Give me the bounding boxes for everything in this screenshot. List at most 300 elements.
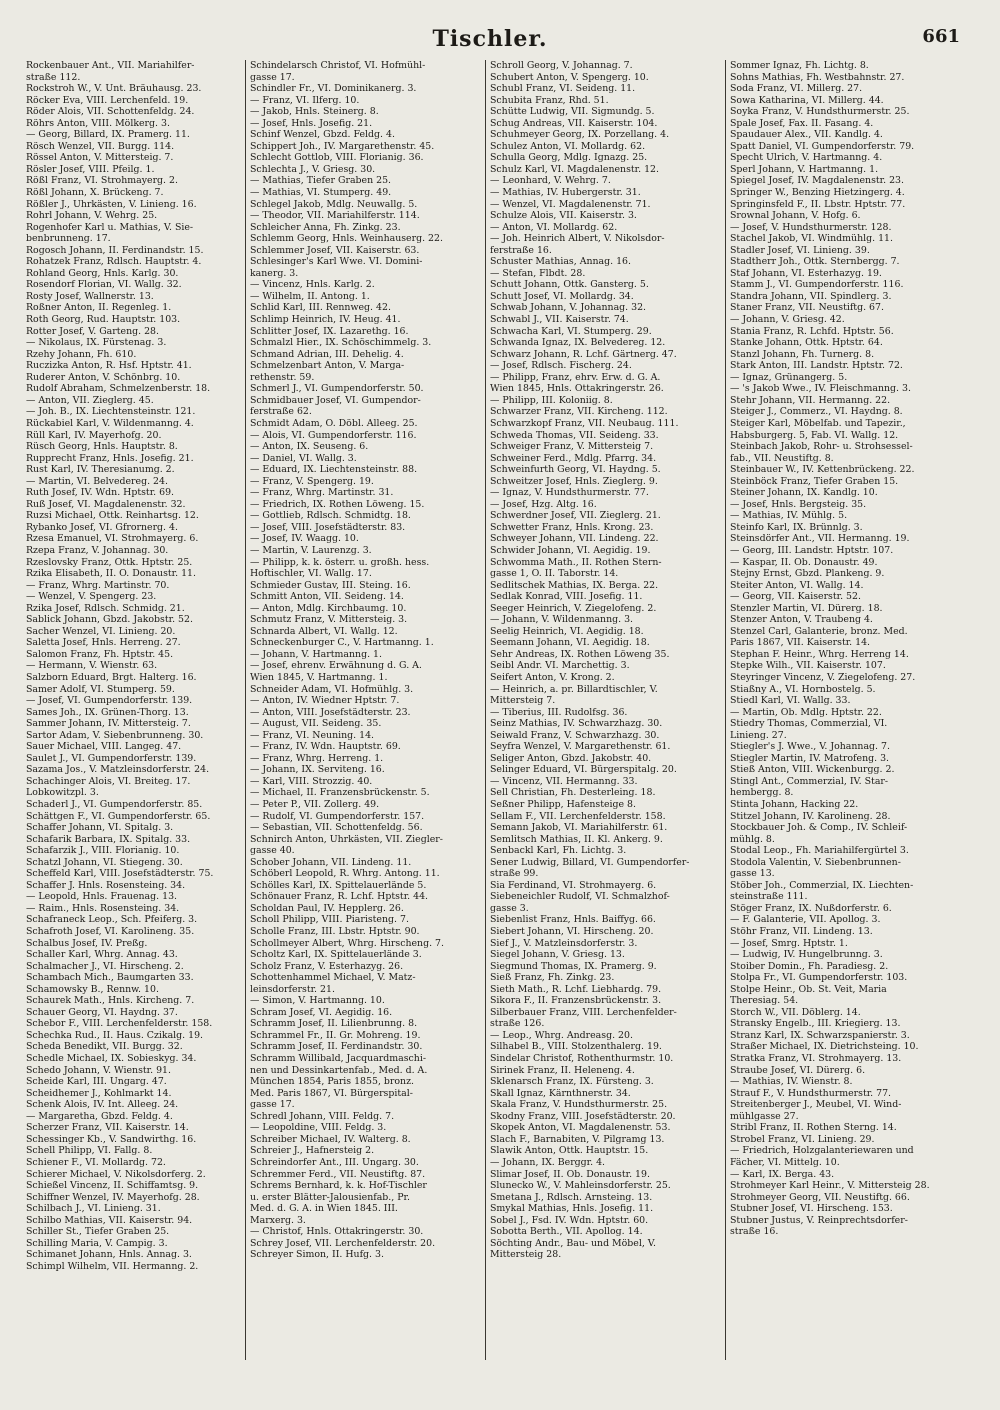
directory-entry: Steinbach Jakob, Rohr- u. Strohsessel- (730, 441, 913, 453)
directory-entry: Schramm Willibald, Jacquardmaschi- (250, 1053, 427, 1065)
directory-entry: — Michael, II. Franzensbrückenstr. 5. (250, 787, 430, 799)
directory-entry: nen und Dessinkartenfab., Med. d. A. (250, 1064, 428, 1076)
directory-entry: — August, VII. Seideng. 35. (250, 718, 382, 730)
directory-entry: Schmelzenbart Anton, V. Marga- (250, 360, 405, 372)
directory-entry: Sia Ferdinand, VI. Strohmayerg. 6. (490, 879, 657, 891)
directory-entry: Schredl Johann, VIII. Feldg. 7. (250, 1110, 395, 1122)
directory-entry: Schlitter Josef, IX. Lazarethg. 16. (250, 325, 409, 337)
directory-entry: Schütte Ludwig, VII. Sigmundg. 5. (490, 106, 655, 118)
directory-entry: — Joh. B., IX. Liechtensteinstr. 121. (26, 406, 196, 418)
directory-entry: — Mathias, Tiefer Graben 25. (250, 175, 392, 187)
directory-entry: Schuster Mathias, Annag. 16. (490, 256, 631, 268)
directory-entry: Schwarzer Franz, VII. Kircheng. 112. (490, 406, 668, 418)
directory-entry: Rzesa Emanuel, VI. Strohmayerg. 6. (26, 533, 199, 545)
directory-entry: Silhabel B., VIII. Stolzenthalerg. 19. (490, 1041, 662, 1053)
directory-entry: Strobel Franz, VI. Linieng. 29. (730, 1133, 875, 1145)
directory-entry: — Mathias, VI. Stumperg. 49. (250, 187, 392, 199)
directory-entry: Sazama Jos., V. Matzleinsdorferstr. 24. (26, 764, 210, 776)
directory-entry: Strohmeyer Georg, VII. Neustiftg. 66. (730, 1191, 910, 1203)
directory-entry: Sieß Franz, Fh. Zinkg. 23. (490, 972, 615, 984)
directory-entry: — Anton, VII. Zieglerg. 45. (26, 394, 154, 406)
directory-entry: Storch W., VII. Döblerg. 14. (730, 1006, 861, 1018)
directory-entry: Schauer Georg, VI. Haydng. 37. (26, 1006, 178, 1018)
directory-entry: Rüll Karl, IV. Mayerhofg. 20. (26, 429, 162, 441)
directory-entry: Rotter Josef, V. Garteng. 28. (26, 325, 159, 337)
directory-entry: — Rudolf, VI. Gumpendorferstr. 157. (250, 810, 425, 822)
directory-entry: Spatt Daniel, VI. Gumpendorferstr. 79. (730, 140, 915, 152)
directory-column-4 (725, 60, 964, 1360)
directory-entry: — F. Galanterie, VII. Apollog. 3. (730, 914, 881, 926)
directory-entry: Saulet J., VI. Gumpendorferstr. 139. (26, 752, 197, 764)
directory-entry: Med. d. G. A. in Wien 1845. III. (250, 1203, 398, 1215)
directory-entry: Schlimp Heinrich, IV. Heug. 41. (250, 314, 401, 326)
directory-entry: Hoftischler, VI. Wallg. 17. (250, 568, 372, 580)
directory-entry: leinsdorferstr. 21. (250, 983, 335, 995)
directory-entry: München 1854, Paris 1855, bronz. (250, 1076, 414, 1088)
directory-entry: Wien 1845, V. Hartmanng. 1. (250, 671, 388, 683)
directory-entry: Sammer Johann, IV. Mittersteig. 7. (26, 718, 191, 730)
directory-entry: — Wenzel, V. Spengerg. 23. (26, 591, 157, 603)
directory-entry: Schimpl Wilhelm, VII. Hermanng. 2. (26, 1260, 199, 1272)
directory-entry: — Franz, Whrg. Martinstr. 70. (26, 579, 170, 591)
directory-entry: — 's Jakob Wwe., IV. Fleischmanng. 3. (730, 383, 911, 395)
directory-entry: Sklenarsch Franz, IX. Fürsteng. 3. (490, 1076, 654, 1088)
directory-entry: Schramm Josef, II. Ferdinandstr. 30. (250, 1041, 423, 1053)
directory-entry: Schinf Wenzel, Gbzd. Feldg. 4. (250, 129, 395, 141)
directory-entry: — Anton, IX. Seuseng. 6. (250, 441, 369, 453)
directory-entry: Scheffeld Karl, VIII. Josefstädterstr. 75. (26, 868, 214, 880)
directory-entry: Marxerg. 3. (250, 1214, 306, 1226)
directory-entry: benbrunneng. 17. (26, 233, 111, 245)
directory-entry: Stiedl Karl, VI. Wallg. 33. (730, 695, 851, 707)
directory-entry: straße 16. (730, 1226, 779, 1238)
directory-entry: Smetana J., Rdlsch. Arnsteing. 13. (490, 1191, 653, 1203)
directory-entry: gasse 17. (250, 71, 295, 83)
directory-entry: gasse 13. (730, 868, 775, 880)
directory-entry: rethenstr. 59. (250, 371, 315, 383)
directory-entry: Roßner Anton, II. Regenleg. 1. (26, 302, 172, 314)
directory-entry: Rosty Josef, Wallnerstr. 13. (26, 290, 154, 302)
directory-entry: Scholle Franz, III. Lbstr. Hptstr. 90. (250, 926, 420, 938)
directory-entry: Sirinek Franz, II. Heleneng. 4. (490, 1064, 635, 1076)
directory-entry: Siegel Johann, V. Griesg. 13. (490, 949, 625, 961)
directory-entry: Sperl Johann, V. Hartmanng. 1. (730, 163, 879, 175)
directory-entry: — Ignaz, V. Hundsthurmerstr. 77. (490, 487, 649, 499)
directory-entry: — Margaretha, Gbzd. Feldg. 4. (26, 1110, 173, 1122)
directory-entry: Schrey Josef, VII. Lerchenfelderstr. 20. (250, 1237, 436, 1249)
directory-entry: Schöberl Leopold, R. Whrg. Antong. 11. (250, 868, 440, 880)
directory-entry: — Christof, Hnls. Ottakringerstr. 30. (250, 1226, 424, 1238)
directory-entry: Sobel J., Fsd. IV. Wdn. Hptstr. 60. (490, 1214, 649, 1226)
directory-entry: straße 126. (490, 1018, 545, 1030)
directory-entry: — Sebastian, VII. Schottenfeldg. 56. (250, 822, 423, 834)
directory-entry: Specht Ulrich, V. Hartmanng. 4. (730, 152, 883, 164)
directory-entry: Staf Johann, VI. Esterhazyg. 19. (730, 267, 882, 279)
directory-entry: Schenk Alois, IV. Int. Alleeg. 24. (26, 1099, 179, 1111)
directory-entry: Steiner Johann, IX. Kandlg. 10. (730, 487, 878, 499)
directory-entry: Rückabiel Karl, V. Wildenmanng. 4. (26, 417, 194, 429)
directory-entry: Med. Paris 1867, VI. Bürgerspital- (250, 1087, 413, 1099)
directory-entry: — Mathias, IV. Mühlg. 5. (730, 510, 848, 522)
directory-entry: Schaffer J. Hnls. Rosensteing. 34. (26, 879, 186, 891)
directory-entry: straße 99. (490, 868, 539, 880)
directory-entry: Slach F., Barnabiten, V. Pilgramg 13. (490, 1133, 665, 1145)
directory-entry: gasse 40. (250, 845, 295, 857)
directory-entry: Schwerdner Josef, VII. Zieglerg. 21. (490, 510, 661, 522)
directory-entry: Schrems Bernhard, k. k. Hof-Tischler (250, 1180, 427, 1192)
directory-entry: Stöber Joh., Commerzial, IX. Liechten- (730, 879, 914, 891)
directory-entry: — Philipp, III. Koloniig. 8. (490, 394, 613, 406)
directory-entry: Ruß Josef, VI. Magdalenenstr. 32. (26, 498, 186, 510)
directory-entry: Schatzl Johann, VI. Stiegeng. 30. (26, 856, 183, 868)
directory-entry: Stanzl Johann, Fh. Turnerg. 8. (730, 348, 875, 360)
directory-entry: Schreyer Simon, II. Hufg. 3. (250, 1249, 384, 1261)
directory-entry: Schreier J., Hafnersteig 2. (250, 1145, 375, 1157)
directory-entry: Seelig Heinrich, VI. Aegidig. 18. (490, 625, 644, 637)
directory-entry: Roth Georg, Rud. Hauptstr. 103. (26, 314, 181, 326)
directory-entry: Spaudauer Alex., VII. Kandlg. 4. (730, 129, 883, 141)
directory-entry: Mittersteig 7. (490, 695, 556, 707)
directory-entry: Ruderer Anton, V. Schönbrg. 10. (26, 371, 181, 383)
directory-entry: — Ludwig, IV. Hungelbrunng. 3. (730, 949, 883, 961)
directory-entry: Ruczizka Anton, R. Hsf. Hptstr. 41. (26, 360, 192, 372)
directory-entry: Stransky Engelb., III. Kriegierg. 13. (730, 1018, 901, 1030)
directory-entry: Schmidbauer Josef, VI. Gumpendor- (250, 394, 421, 406)
directory-entry: Siebenlist Franz, Hnls. Baiffyg. 66. (490, 914, 656, 926)
directory-entry: Rohrl Johann, V. Wehrg. 25. (26, 210, 158, 222)
directory-entry: — Tiberius, III. Rudolfsg. 36. (490, 706, 628, 718)
directory-entry: Rzeslovsky Franz, Ottk. Hptstr. 25. (26, 556, 193, 568)
directory-entry: Schierer Michael, V. Nikolsdorferg. 2. (26, 1168, 206, 1180)
directory-entry: — Leopoldine, VIII. Feldg. 3. (250, 1122, 387, 1134)
directory-entry: Rybanko Josef, VI. Gfrornerg. 4. (26, 521, 178, 533)
directory-entry: Slawik Anton, Ottk. Hauptstr. 15. (490, 1145, 649, 1157)
directory-entry: Siebert Johann, VI. Hirscheng. 20. (490, 926, 654, 938)
directory-entry: — Philipp, k. k. österr. u. großh. hess. (250, 556, 430, 568)
directory-entry: gasse 1, O. II. Taborstr. 14. (490, 568, 619, 580)
directory-entry: Stöhr Franz, VII. Lindeng. 13. (730, 926, 873, 938)
directory-entry: Skala Franz, V. Hundsthurmerstr. 25. (490, 1099, 668, 1111)
directory-entry: Scholl Philipp, VIII. Piaristeng. 7. (250, 914, 409, 926)
directory-entry: Skall Ignaz, Kärnthnerstr. 34. (490, 1087, 631, 1099)
directory-entry: Stiegler's J. Wwe., V. Johannag. 7. (730, 741, 890, 753)
directory-entry: Schroll Georg, V. Johannag. 7. (490, 60, 633, 71)
directory-entry: — Heinrich, a. pr. Billardtischler, V. (490, 683, 658, 695)
directory-entry: Stadler Josef, VI. Linieng. 39. (730, 244, 870, 256)
directory-entry: Schlemm Georg, Hnls. Weinhauserg. 22. (250, 233, 443, 245)
directory-entry: Mittersteig 28. (490, 1249, 562, 1261)
directory-entry: Rockenbauer Ant., VII. Mariahilfer- (26, 60, 195, 71)
directory-entry: Rudolf Abraham, Schmelzenberstr. 18. (26, 383, 211, 395)
directory-entry: Schuhmeyer Georg, IX. Porzellang. 4. (490, 129, 670, 141)
directory-entry: Sablick Johann, Gbzd. Jakobstr. 52. (26, 614, 193, 626)
directory-entry: Schießel Vincenz, II. Schiffamtsg. 9. (26, 1180, 199, 1192)
directory-entry: Stranz Karl, IX. Schwarzspanierstr. 3. (730, 1029, 910, 1041)
directory-entry: — Franz, VI. Ilferg. 10. (250, 94, 360, 106)
directory-entry: — Friedrich, IX. Rothen Löweng. 15. (250, 498, 425, 510)
directory-entry: Stenzer Anton, V. Traubeng 4. (730, 614, 873, 626)
directory-entry: Schiller St., Tiefer Graben 25. (26, 1226, 170, 1238)
directory-entry: Schaderl J., VI. Gumpendorferstr. 85. (26, 799, 203, 810)
directory-entry: Stamm J., VI. Gumpendorferstr. 116. (730, 279, 904, 291)
directory-entry: Schmieder Gustav, III. Steing. 16. (250, 579, 411, 591)
directory-entry: Straßer Michael, IX. Dietrichsteing. 10. (730, 1041, 919, 1053)
directory-entry: Rzika Josef, Rdlsch. Schmidg. 21. (26, 602, 185, 614)
directory-entry: Springer W., Benzing Hietzingerg. 4. (730, 187, 905, 199)
directory-entry: — Eduard, IX. Liechtensteinstr. 88. (250, 464, 418, 476)
directory-entry: Schwetter Franz, Hnls. Krong. 23. (490, 521, 654, 533)
directory-entry: Seinz Mathias, IV. Schwarzhazg. 30. (490, 718, 663, 730)
directory-entry: Rösler Josef, VIII. Pfeilg. 1. (26, 163, 155, 175)
directory-entry: Stinta Johann, Hacking 22. (730, 799, 859, 810)
directory-entry: Habsburgerg. 5, Fab. VI. Wallg. 12. (730, 429, 899, 441)
directory-entry: Scholdan Paul, IV. Hepplerg. 26. (250, 902, 404, 914)
directory-entry: — Josef, ehrenv. Erwähnung d. G. A. (250, 660, 422, 672)
directory-entry: Schlegel Jakob, Mdlg. Neuwallg. 5. (250, 198, 418, 210)
directory-entry: Seyfra Wenzel, V. Margarethenstr. 61. (490, 741, 671, 753)
directory-entry: Schafroth Josef, VI. Karolineng. 35. (26, 926, 195, 938)
directory-entry: Scheda Benedikt, VII. Burgg. 32. (26, 1041, 183, 1053)
directory-entry: hembergg. 8. (730, 787, 794, 799)
directory-entry: — Franz, Whrg. Herreng. 1. (250, 752, 384, 764)
directory-entry: — Anton, IV. Wiedner Hptstr. 7. (250, 695, 400, 707)
directory-entry: Stania Franz, R. Lchfd. Hptstr. 56. (730, 325, 894, 337)
directory-column-3 (485, 60, 725, 1360)
directory-entry: Schafraneck Leop., Sch. Pfeiferg. 3. (26, 914, 198, 926)
directory-entry: Schnirch Anton, Uhrkästen, VII. Ziegler- (250, 833, 443, 845)
directory-entry: Schramm Josef, II. Lilienbrunng. 8. (250, 1018, 418, 1030)
directory-entry: Schafarzik J., VIII. Florianig. 10. (26, 845, 180, 857)
directory-entry: Steyringer Vincenz, V. Ziegelofeng. 27. (730, 671, 916, 683)
directory-entry: Stubner Justus, V. Reinprechtsdorfer- (730, 1214, 908, 1226)
directory-entry: — Josef, VI. Gumpendorferstr. 139. (26, 695, 193, 707)
directory-entry: Sedlak Konrad, VIII. Josefig. 11. (490, 591, 643, 603)
directory-entry: Schlecht Gottlob, VIII. Florianig. 36. (250, 152, 424, 164)
directory-entry: Salzborn Eduard, Brgt. Halterg. 16. (26, 671, 197, 683)
directory-entry: — Martin, VI. Belvedereg. 24. (26, 475, 168, 487)
directory-entry: mühlg. 8. (730, 833, 775, 845)
directory-entry: Schalmacher J., VI. Hirscheng. 2. (26, 960, 184, 972)
directory-entry: — Johann, V. Griesg. 42. (730, 314, 845, 326)
directory-entry: — Franz, Whrg. Martinstr. 31. (250, 487, 394, 499)
directory-entry: — Daniel, VI. Wallg. 3. (250, 452, 357, 464)
directory-entry: Schell Philipp, VI. Fallg. 8. (26, 1145, 153, 1157)
directory-entry: Schutt Johann, Ottk. Gansterg. 5. (490, 279, 649, 291)
directory-entry: Lobkowitzpl. 3. (26, 787, 99, 799)
directory-entry: Schlesinger's Karl Wwe. VI. Domini- (250, 256, 423, 268)
directory-entry: Rogenhofer Karl u. Mathias, V. Sie- (26, 221, 194, 233)
directory-entry: Schilbach J., VI. Linieng. 31. (26, 1203, 161, 1215)
directory-entry: Schneider Adam, VI. Hofmühlg. 3. (250, 683, 414, 695)
directory-entry: Siebeneichler Rudolf, VI. Schmalzhof- (490, 891, 670, 903)
directory-entry: Staner Franz, VII. Neustiftg. 67. (730, 302, 884, 314)
directory-entry: Stratka Franz, VI. Strohmayerg. 13. (730, 1053, 902, 1065)
directory-entry: — Johann, IX. Berggr. 4. (490, 1156, 606, 1168)
directory-entry: — Josef, VIII. Josefstädterstr. 83. (250, 521, 406, 533)
directory-entry: Söchting Andr., Bau- und Möbel, V. (490, 1237, 656, 1249)
directory-entry: Schlid Karl, III. Rennweg. 42. (250, 302, 391, 314)
directory-entry: Theresiag. 54. (730, 995, 799, 1007)
directory-entry: Steinböck Franz, Tiefer Graben 15. (730, 475, 899, 487)
directory-entry: Schafarik Barbara, IX. Spitalg. 33. (26, 833, 191, 845)
directory-entry: Rohatzek Franz, Rdlsch. Hauptstr. 4. (26, 256, 202, 268)
directory-entry: Schechka Rud., II. Haus. Czikalg. 19. (26, 1029, 204, 1041)
directory-entry: Schweinfurth Georg, VI. Haydng. 5. (490, 464, 661, 476)
directory-entry: Schimanet Johann, Hnls. Annag. 3. (26, 1249, 192, 1261)
directory-entry: Salomon Franz, Fh. Hptstr. 45. (26, 648, 174, 660)
page-title: Tischler. (432, 26, 548, 52)
directory-entry: Stoiber Domin., Fh. Paradiesg. 2. (730, 960, 889, 972)
directory-entry: Seifert Anton, V. Krong. 2. (490, 671, 615, 683)
directory-entry: Rockstroh W., V. Unt. Bräuhausg. 23. (26, 83, 202, 95)
directory-entry: Stiaßny A., VI. Hornbostelg. 5. (730, 683, 876, 695)
directory-entry: — Georg, VII. Kaiserstr. 52. (730, 591, 861, 603)
directory-entry: Schweyer Johann, VII. Lindeng. 22. (490, 533, 659, 545)
directory-entry: Scholz Franz, V. Esterhazyg. 26. (250, 960, 404, 972)
directory-entry: Stenzler Martin, VI. Dürerg. 18. (730, 602, 883, 614)
directory-entry: Fächer, VI. Mittelg. 10. (730, 1156, 840, 1168)
directory-entry: Stejny Ernst, Gbzd. Plankeng. 9. (730, 568, 885, 580)
directory-entry: Stenzel Carl, Galanterie, bronz. Med. (730, 625, 908, 637)
directory-entry: Schottenhammel Michael, V. Matz- (250, 972, 416, 984)
directory-entry: — Josef, Hzg. Altg. 16. (490, 498, 597, 510)
directory-entry: — Ignaz, Grünangerg. 5. (730, 371, 848, 383)
directory-entry: Schaurek Math., Hnls. Kircheng. 7. (26, 995, 195, 1007)
directory-entry: Schwarz Johann, R. Lchf. Gärtnerg. 47. (490, 348, 677, 360)
directory-entry: Schneckenburger C., V. Hartmanng. 1. (250, 637, 434, 649)
directory-entry: — Peter P., VII. Zollerg. 49. (250, 799, 380, 810)
directory-entry: Steinbauer W., IV. Kettenbrückeng. 22. (730, 464, 915, 476)
directory-entry: Seßner Philipp, Hafensteige 8. (490, 799, 637, 810)
directory-entry: mühlgasse 27. (730, 1110, 799, 1122)
directory-entry: — Johann, V. Wildenmanng. 3. (490, 614, 634, 626)
directory-entry: Stitzel Johann, IV. Karolineng. 28. (730, 810, 891, 822)
directory-entry: — Johann, V. Hartmanng. 1. (250, 648, 382, 660)
directory-entry: — Philipp, Franz, ehrv. Erw. d. G. A. (490, 371, 661, 383)
directory-entry: Schiener F., VI. Mollardg. 72. (26, 1156, 166, 1168)
directory-entry: — Josef, Rdlsch. Fischerg. 24. (490, 360, 632, 372)
directory-entry: Sommer Ignaz, Fh. Lichtg. 8. (730, 60, 869, 71)
directory-entry: Schram Josef, VI. Aegidig. 16. (250, 1006, 393, 1018)
directory-entry: Seeger Heinrich, V. Ziegelofeng. 2. (490, 602, 657, 614)
directory-entry: Rößler J., Uhrkästen, V. Linieng. 16. (26, 198, 197, 210)
directory-entry: Standra Johann, VII. Spindlerg. 3. (730, 290, 892, 302)
directory-entry: — Mathias, IV. Hubergerstr. 31. (490, 187, 641, 199)
directory-entry: Rust Karl, IV. Theresianumg. 2. (26, 464, 175, 476)
directory-entry: — Karl, IX. Berga. 43. (730, 1168, 835, 1180)
directory-entry: Sehr Andreas, IX. Rothen Löweng 35. (490, 648, 670, 660)
directory-entry: Stockbauer Joh. & Comp., IV. Schleif- (730, 822, 908, 834)
directory-entry: Schebor F., VIII. Lerchenfelderstr. 158. (26, 1018, 213, 1030)
directory-entry: Strauf F., V. Hundsthurmerstr. 77. (730, 1087, 892, 1099)
directory-entry: — Leop., Whrg. Andreasg. 20. (490, 1029, 633, 1041)
directory-entry: Schaller Karl, Whrg. Annag. 43. (26, 949, 178, 961)
directory-entry: Stanke Johann, Ottk. Hptstr. 64. (730, 337, 883, 349)
directory-entry: — Franz, IV. Wdn. Hauptstr. 69. (250, 741, 401, 753)
directory-entry: Steiter Anton, VI. Wallg. 14. (730, 579, 864, 591)
directory-entry: Sacher Wenzel, VI. Linieng. 20. (26, 625, 176, 637)
directory-entry: Schönauer Franz, R. Lchf. Hptstr. 44. (250, 891, 429, 903)
directory-entry: Stehr Johann, VII. Hermanng. 22. (730, 394, 891, 406)
directory-entry: fab., VII. Neustiftg. 8. (730, 452, 834, 464)
directory-entry: — Wenzel, VI. Magdalenenstr. 71. (490, 198, 651, 210)
directory-entry: — Raim., Hnls. Rosensteing. 34. (26, 902, 180, 914)
directory-entry: — Hermann, V. Wienstr. 63. (26, 660, 158, 672)
directory-entry: Stadtherr Joh., Ottk. Sternbergg. 7. (730, 256, 900, 268)
directory-entry: Sellam F., VII. Lerchenfelderstr. 158. (490, 810, 666, 822)
directory-entry: — Anton, VIII. Josefstädterstr. 23. (250, 706, 411, 718)
directory-entry: Slunecko W., V. Mahleinsdorferstr. 25. (490, 1180, 671, 1192)
directory-entry: Rzika Elisabeth, II. O. Donaustr. 11. (26, 568, 196, 580)
directory-entry: Rupprecht Franz, Hnls. Josefig. 21. (26, 452, 194, 464)
directory-entry: Schambach Mich., Baumgarten 33. (26, 972, 194, 984)
directory-entry: Ruth Josef, IV. Wdn. Hptstr. 69. (26, 487, 175, 499)
directory-entry: Sowa Katharina, VI. Millerg. 44. (730, 94, 884, 106)
directory-entry: Sedlitschek Mathias, IX. Berga. 22. (490, 579, 659, 591)
directory-entry: Schwider Johann, VI. Aegidig. 19. (490, 544, 651, 556)
directory-entry: — Johann, IX. Serviteng. 16. (250, 764, 385, 776)
directory-entry: Schwanda Ignaz, IX. Belvedereg. 12. (490, 337, 666, 349)
directory-entry: Röder Alois, VII. Schottenfeldg. 24. (26, 106, 195, 118)
directory-entry: Schweitzer Josef, Hnls. Zieglerg. 9. (490, 475, 658, 487)
directory-entry: Schleicher Anna, Fh. Zinkg. 23. (250, 221, 401, 233)
directory-entry: Stiegler Martin, IV. Matrofeng. 3. (730, 752, 890, 764)
directory-entry: Schwab Johann, V. Johannag. 32. (490, 302, 647, 314)
directory-entry: — Franz, V. Spengerg. 19. (250, 475, 374, 487)
directory-entry: Rößl Johann, X. Brückeng. 7. (26, 187, 164, 199)
directory-entry: Schollmeyer Albert, Whrg. Hirscheng. 7. (250, 937, 444, 949)
directory-entry: Schwarzkopf Franz, VII. Neubaug. 111. (490, 417, 679, 429)
directory-entry: Schulez Anton, VI. Mollardg. 62. (490, 140, 646, 152)
directory-entry: — Vincenz, VII. Hermanng. 33. (490, 775, 638, 787)
directory-entry: Smykal Mathias, Hnls. Josefig. 11. (490, 1203, 654, 1215)
directory-entry: — Georg, Billard, IX. Pramerg. 11. (26, 129, 190, 141)
directory-column-2 (245, 60, 485, 1360)
directory-entry: Stolpe Heinr., Ob. St. Veit, Maria (730, 983, 887, 995)
directory-entry: Schwomma Math., II. Rothen Stern- (490, 556, 662, 568)
directory-entry: Schmitt Anton, VII. Seideng. 14. (250, 591, 404, 603)
directory-entry: Srownal Johann, V. Hofg. 6. (730, 210, 861, 222)
directory-entry: — Leonhard, V. Wehrg. 7. (490, 175, 611, 187)
directory-entry: Sener Ludwig, Billard, VI. Gumpendorfer- (490, 856, 690, 868)
directory-entry: Röhrs Anton, VIII. Mölkerg. 3. (26, 117, 170, 129)
directory-entry: — Mathias, IV. Wienstr. 8. (730, 1076, 853, 1088)
directory-entry: — Stefan, Flbdt. 28. (490, 267, 586, 279)
directory-entry: Stiedry Thomas, Commerzial, VI. (730, 718, 888, 730)
directory-entry: Schindler Fr., VI. Dominikanerg. 3. (250, 83, 417, 95)
directory-entry: Sief J., V. Matzleinsdorferstr. 3. (490, 937, 638, 949)
directory-entry: kanerg. 3. (250, 267, 299, 279)
directory-entry: Schaffer Johann, VI. Spitalg. 3. (26, 822, 174, 834)
directory-entry: Schreindorfer Ant., III. Ungarg. 30. (250, 1156, 419, 1168)
directory-entry: Silberbauer Franz, VIII. Lerchenfelder- (490, 1006, 677, 1018)
directory-entry: Schedle Michael, IX. Sobieskyg. 34. (26, 1053, 197, 1065)
directory-entry: Schilbo Mathias, VII. Kaiserstr. 94. (26, 1214, 193, 1226)
directory-entry: Stodal Leop., Fh. Mariahilfergürtel 3. (730, 845, 909, 857)
directory-entry: Schmidt Adam, O. Döbl. Alleeg. 25. (250, 417, 418, 429)
directory-entry: — Franz, VI. Neuning. 14. (250, 729, 375, 741)
directory-entry: — Josef, V. Hundsthurmerstr. 128. (730, 221, 892, 233)
directory-entry: Semlitsch Mathias, II. Kl. Ankerg. 9. (490, 833, 663, 845)
directory-entry: Steiger Karl, Möbelfab. und Tapezir., (730, 417, 906, 429)
directory-entry: — Anton, VI. Mollardg. 62. (490, 221, 618, 233)
directory-entry: — Vincenz, Hnls. Karlg. 2. (250, 279, 375, 291)
directory-entry: Linieng. 27. (730, 729, 787, 741)
directory-entry: Sikora F., II. Franzensbrückenstr. 3. (490, 995, 662, 1007)
directory-entry: Spiegel Josef, IV. Magdalenenstr. 23. (730, 175, 904, 187)
directory-entry: Stöger Franz, IX. Nußdorferstr. 6. (730, 902, 892, 914)
directory-entry: Stepke Wilh., VII. Kaiserstr. 107. (730, 660, 886, 672)
